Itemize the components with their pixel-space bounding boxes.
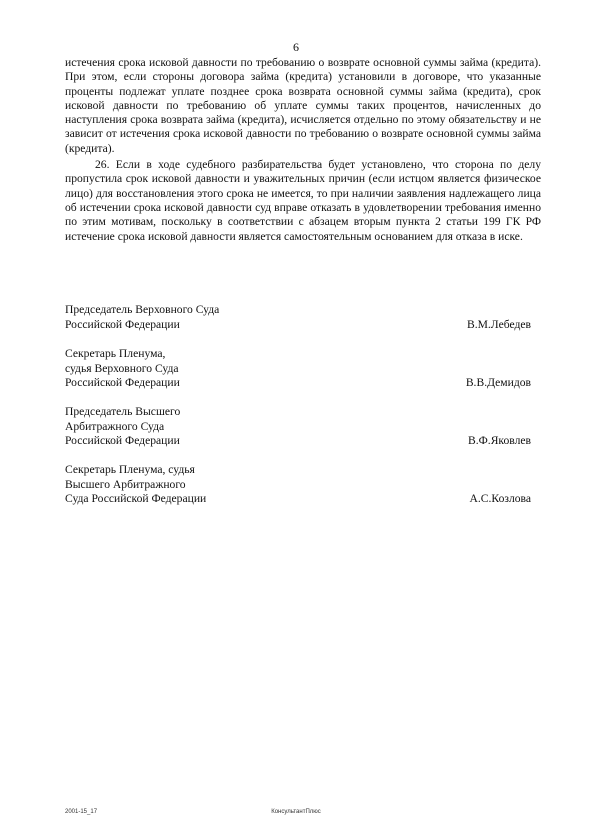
signature-block-supreme-court-chairman xyxy=(65,303,541,332)
signature-title-line: Российской Федерации xyxy=(65,434,180,448)
signature-title xyxy=(65,303,395,332)
signatory-name: В.М.Лебедев xyxy=(466,317,531,331)
footer-source-label: КонсультантПлюс xyxy=(271,809,321,815)
signature-title-line: Арбитражного Суда xyxy=(65,419,165,433)
signature-title-line: Высшего Арбитражного xyxy=(65,477,186,491)
document-body xyxy=(65,56,541,244)
signatory-name: А.С.Козлова xyxy=(469,492,531,506)
footer-document-code: 2001-15_17 xyxy=(65,809,98,815)
signature-block-supreme-court-secretary xyxy=(65,347,541,391)
paragraph-26: 26. Если в ходе судебного разбирательства будет установлено, что сторона по делу пропустила срок исковой давности и уважительных причин (если истцом является физическое лицо) для восстановления этого срока не имеется, то при наличии заявления надлежащего лица об истечении срока исковой давности суд вправе отказать в удовлетворении требования именно по этим мотивам, поскольку в соответствии с абзацем вторым пункта 2 статьи 199 ГК РФ истечение срока исковой давности является самостоятельным основанием для отказа в иске. xyxy=(65,158,541,243)
signature-title xyxy=(65,405,395,449)
signature-title xyxy=(65,347,395,391)
signature-title-line: Секретарь Пленума, судья xyxy=(65,463,195,476)
signature-title xyxy=(65,463,395,507)
page-number: 6 xyxy=(293,40,299,54)
signature-title-line: Российской Федерации xyxy=(65,376,180,390)
signatory-name: В.Ф.Яковлев xyxy=(468,434,531,448)
signature-title-line: судья Верховного Суда xyxy=(65,361,179,375)
signature-block-arbitration-court-secretary xyxy=(65,463,541,507)
signature-title-line: Суда Российской Федерации xyxy=(65,492,207,506)
signature-title-line: Председатель Высшего xyxy=(65,405,181,418)
signature-block-arbitration-court-chairman xyxy=(65,405,541,449)
signature-title-line: Председатель Верховного Суда xyxy=(65,303,220,316)
signature-title-line: Секретарь Пленума, xyxy=(65,347,166,360)
signatory-name: В.В.Демидов xyxy=(465,376,531,390)
signature-title-line: Российской Федерации xyxy=(65,317,180,331)
paragraph-continuation: истечения срока исковой давности по требованию о возврате основной суммы займа (кредита). При этом, если стороны договора займа (кредита) установили в договоре, что указанные проценты подлежат уплате позднее срока возврата основной суммы займа (кредита), срок исковой давности по требованию об уплате суммы таких процентов, начисленных до наступления срока возврата займа (кредита), исчисляется отдельно по этому обязательству и не зависит от истечения срока исковой давности по требованию о возврате основной суммы займа (кредита). xyxy=(65,56,541,155)
